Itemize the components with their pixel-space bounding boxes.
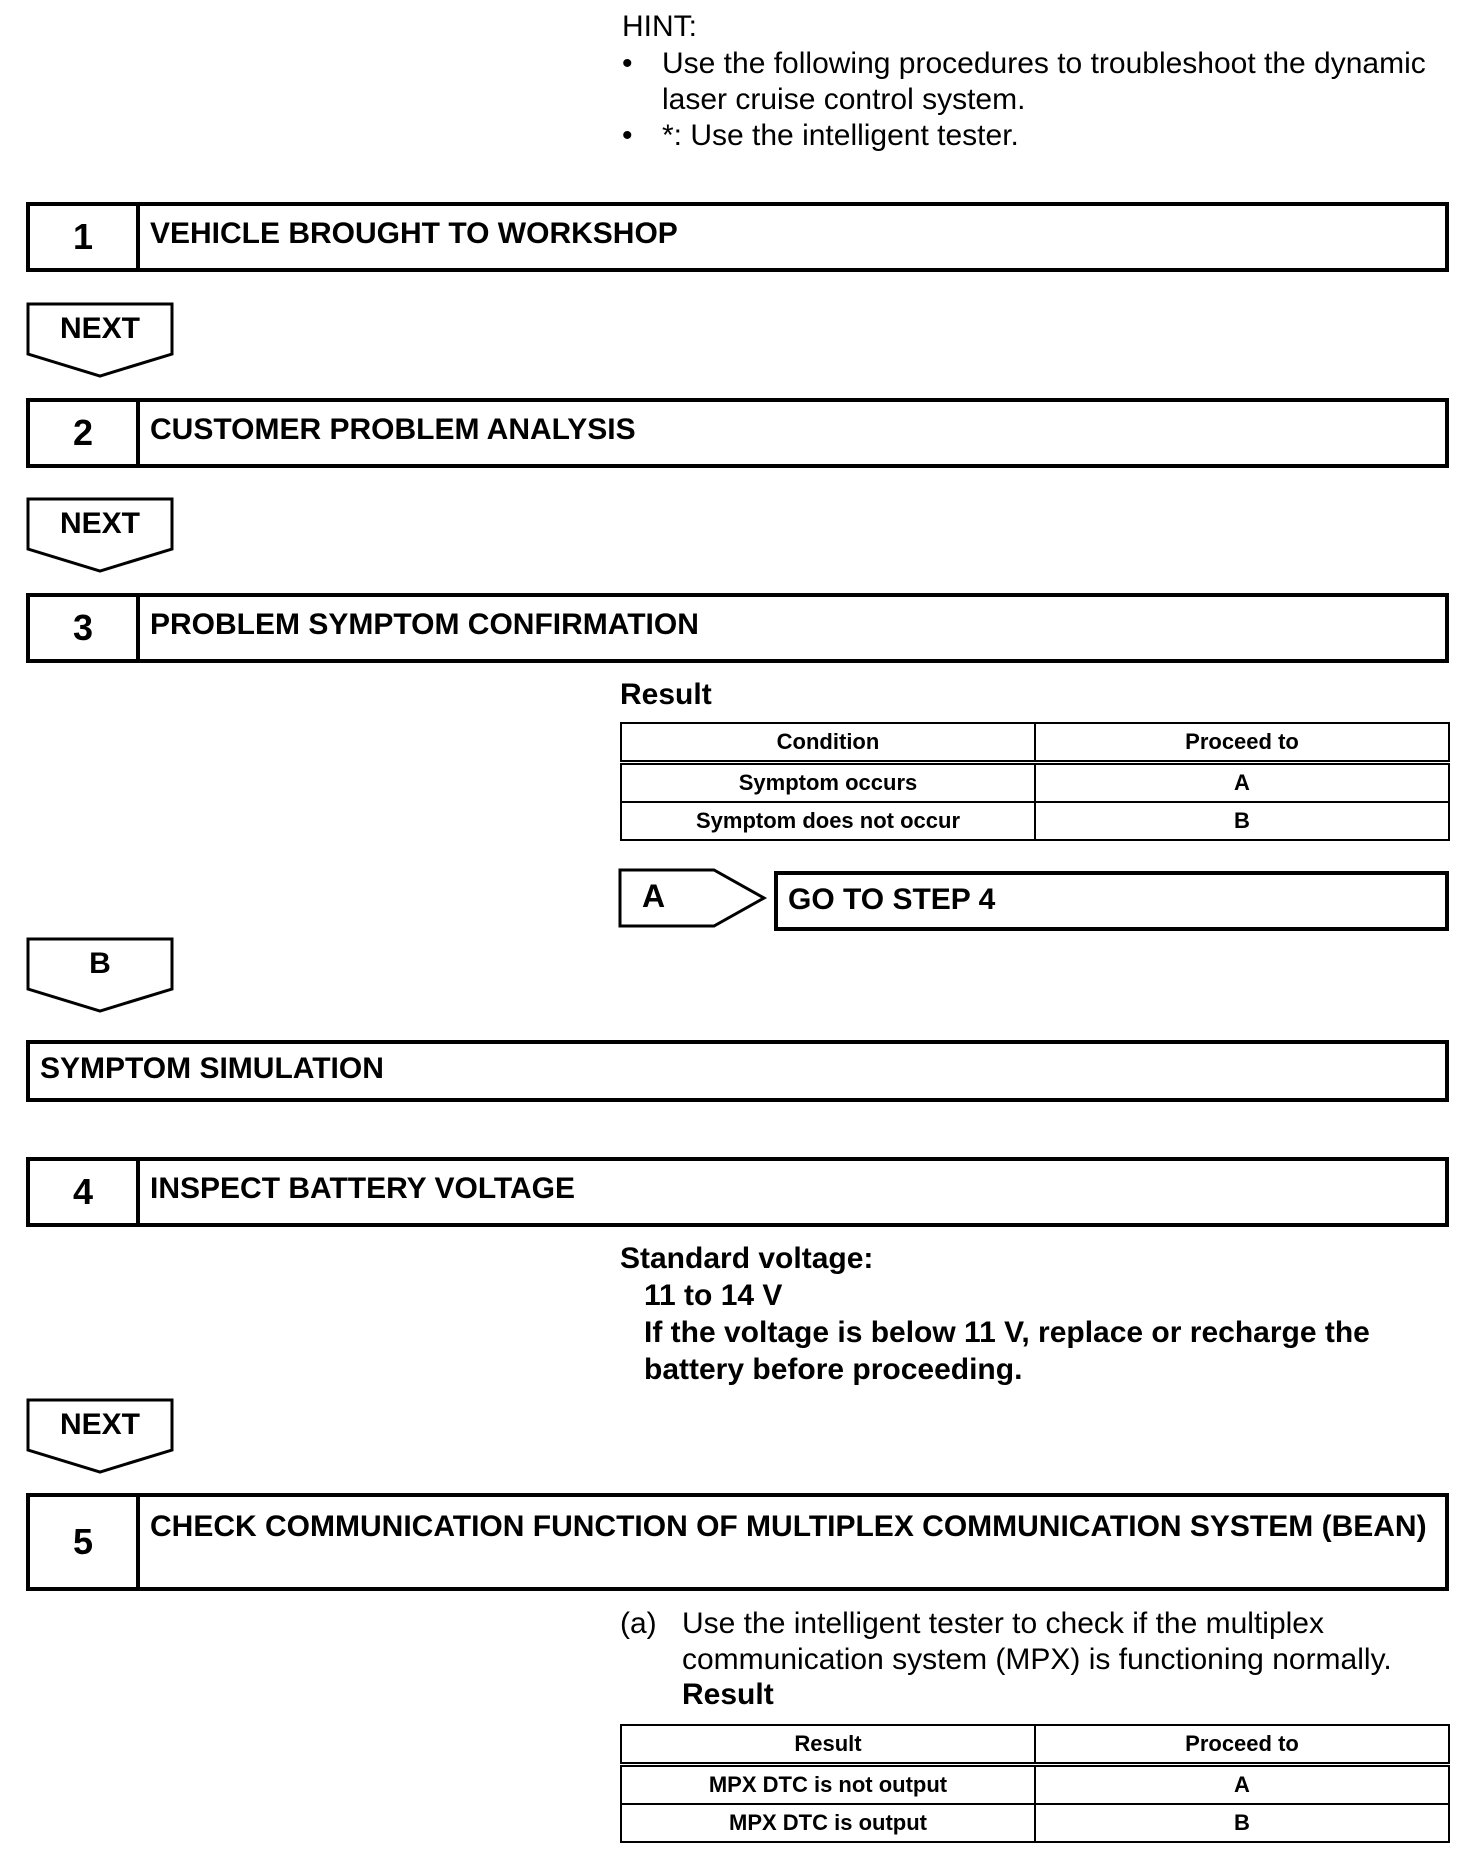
step-1-box <box>26 202 1449 272</box>
standard-voltage-block <box>620 1240 1430 1388</box>
branch-a-arrow <box>618 868 768 928</box>
next-arrow <box>26 302 174 378</box>
table-row <box>621 1765 1449 1805</box>
table-header: Proceed to <box>1035 723 1449 763</box>
battery-note: If the voltage is below 11 V, replace or recharge the battery before proceeding. <box>644 1316 1370 1386</box>
branch-arrow-shape <box>618 868 768 928</box>
step3-result-label: Result <box>620 678 712 711</box>
table-cell: A <box>1035 763 1449 803</box>
step5-result-label: Result <box>682 1678 774 1711</box>
table-cell: B <box>1035 1804 1449 1842</box>
table-cell: A <box>1035 1765 1449 1805</box>
step-5-box <box>26 1493 1449 1591</box>
next-label: NEXT <box>59 1408 140 1441</box>
b-label: B <box>89 947 111 980</box>
step-number: 1 <box>30 206 140 268</box>
step-3-box <box>26 593 1449 663</box>
step-title: CUSTOMER PROBLEM ANALYSIS <box>150 413 636 446</box>
table-row <box>621 802 1449 840</box>
goto-step-4-box: GO TO STEP 4 <box>774 871 1449 931</box>
table-header: Result <box>621 1725 1035 1765</box>
next-label: NEXT <box>59 507 140 540</box>
symptom-simulation-box: SYMPTOM SIMULATION <box>26 1040 1449 1102</box>
hint-list <box>622 46 1452 154</box>
table-cell: Symptom occurs <box>621 763 1035 803</box>
table-cell: MPX DTC is not output <box>621 1765 1035 1805</box>
next-label: NEXT <box>59 312 140 345</box>
step3-result-table <box>620 722 1450 841</box>
step-number: 3 <box>30 597 140 659</box>
step-number: 2 <box>30 402 140 464</box>
step-2-box <box>26 398 1449 468</box>
standard-voltage-value: 11 to 14 V <box>644 1279 783 1312</box>
step5-item-text: Use the intelligent tester to check if the multiplex communication system (MPX) is functioning normally. <box>682 1607 1392 1676</box>
table-header: Proceed to <box>1035 1725 1449 1765</box>
hint-title: HINT: <box>622 10 697 43</box>
table-row <box>621 763 1449 803</box>
step-title: INSPECT BATTERY VOLTAGE <box>150 1172 576 1205</box>
standard-voltage-label: Standard voltage: <box>620 1242 874 1275</box>
hint-item: • *: Use the intelligent tester. <box>622 118 1452 154</box>
table-header: Condition <box>621 723 1035 763</box>
step-number: 4 <box>30 1161 140 1223</box>
step-title: VEHICLE BROUGHT TO WORKSHOP <box>150 217 678 250</box>
step5-item-marker: (a) <box>620 1607 657 1640</box>
step-title: PROBLEM SYMPTOM CONFIRMATION <box>150 608 699 641</box>
b-arrow <box>26 937 174 1013</box>
hint-item: • Use the following procedures to troubleshoot the dynamic laser cruise control system. <box>622 46 1452 118</box>
table-cell: MPX DTC is output <box>621 1804 1035 1842</box>
step5-result-table <box>620 1724 1450 1843</box>
next-arrow <box>26 1398 174 1474</box>
table-cell: Symptom does not occur <box>621 802 1035 840</box>
table-header-row <box>621 723 1449 763</box>
table-row <box>621 1804 1449 1842</box>
step-4-box <box>26 1157 1449 1227</box>
step-number: 5 <box>30 1497 140 1587</box>
table-cell: B <box>1035 802 1449 840</box>
step-title: CHECK COMMUNICATION FUNCTION OF MULTIPLEX COMMUNICATION SYSTEM (BEAN) <box>150 1510 1427 1543</box>
branch-a-label: A <box>642 878 666 914</box>
next-arrow <box>26 497 174 573</box>
table-header-row <box>621 1725 1449 1765</box>
